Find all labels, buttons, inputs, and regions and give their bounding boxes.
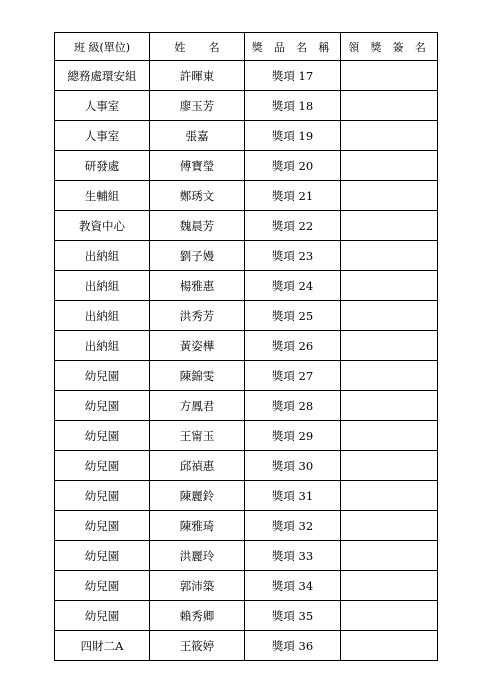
cell-signature[interactable]	[341, 301, 438, 331]
table-row	[55, 181, 438, 211]
table-row	[55, 301, 438, 331]
cell-prize: 獎項 22	[245, 211, 341, 241]
cell-name: 陳雅琦	[150, 511, 245, 541]
table-row	[55, 361, 438, 391]
cell-prize: 獎項 24	[245, 271, 341, 301]
cell-unit: 幼兒園	[55, 391, 150, 421]
table-row	[55, 391, 438, 421]
cell-name: 許暉東	[150, 61, 245, 91]
cell-prize: 獎項 18	[245, 91, 341, 121]
cell-prize: 獎項 26	[245, 331, 341, 361]
cell-unit: 研發處	[55, 151, 150, 181]
header-name	[150, 33, 245, 61]
cell-signature[interactable]	[341, 241, 438, 271]
cell-unit: 出納組	[55, 301, 150, 331]
cell-unit: 四財二A	[55, 631, 150, 661]
cell-name: 王筱婷	[150, 631, 245, 661]
cell-unit: 幼兒園	[55, 601, 150, 631]
cell-signature[interactable]	[341, 511, 438, 541]
cell-name: 鄭琇文	[150, 181, 245, 211]
cell-signature[interactable]	[341, 121, 438, 151]
cell-signature[interactable]	[341, 211, 438, 241]
table-row	[55, 91, 438, 121]
table-row	[55, 61, 438, 91]
cell-unit: 總務處環安組	[55, 61, 150, 91]
header-prize-label: 獎 品 名 稱	[251, 40, 334, 54]
cell-name: 黃姿樺	[150, 331, 245, 361]
cell-prize: 獎項 32	[245, 511, 341, 541]
table-row	[55, 331, 438, 361]
cell-signature[interactable]	[341, 151, 438, 181]
cell-unit: 人事室	[55, 91, 150, 121]
cell-prize: 獎項 19	[245, 121, 341, 151]
cell-prize: 獎項 17	[245, 61, 341, 91]
cell-prize: 獎項 35	[245, 601, 341, 631]
table-row	[55, 631, 438, 661]
cell-unit: 幼兒園	[55, 571, 150, 601]
cell-signature[interactable]	[341, 61, 438, 91]
cell-unit: 幼兒園	[55, 511, 150, 541]
cell-signature[interactable]	[341, 541, 438, 571]
award-table	[54, 32, 438, 661]
cell-signature[interactable]	[341, 331, 438, 361]
cell-name: 陳麗鈴	[150, 481, 245, 511]
table-row	[55, 121, 438, 151]
cell-signature[interactable]	[341, 421, 438, 451]
table-row	[55, 451, 438, 481]
cell-prize: 獎項 33	[245, 541, 341, 571]
cell-name: 劉子嫚	[150, 241, 245, 271]
cell-unit: 人事室	[55, 121, 150, 151]
header-unit	[55, 33, 150, 61]
cell-unit: 教資中心	[55, 211, 150, 241]
cell-name: 魏晨芳	[150, 211, 245, 241]
cell-name: 洪麗玲	[150, 541, 245, 571]
cell-prize: 獎項 21	[245, 181, 341, 211]
cell-name: 郭沛築	[150, 571, 245, 601]
cell-prize: 獎項 34	[245, 571, 341, 601]
cell-name: 張嘉	[150, 121, 245, 151]
cell-signature[interactable]	[341, 601, 438, 631]
cell-signature[interactable]	[341, 91, 438, 121]
header-row	[55, 33, 438, 61]
table-row	[55, 271, 438, 301]
table-body	[55, 61, 438, 661]
cell-prize: 獎項 27	[245, 361, 341, 391]
table-row	[55, 241, 438, 271]
cell-name: 廖玉芳	[150, 91, 245, 121]
header-unit-label: 班 級(單位)	[73, 40, 131, 54]
header-name-label: 姓 名	[174, 40, 230, 54]
cell-prize: 獎項 29	[245, 421, 341, 451]
header-prize	[245, 33, 341, 61]
cell-signature[interactable]	[341, 361, 438, 391]
table-row	[55, 571, 438, 601]
cell-prize: 獎項 30	[245, 451, 341, 481]
cell-unit: 幼兒園	[55, 481, 150, 511]
cell-name: 王甯玉	[150, 421, 245, 451]
cell-unit: 出納組	[55, 241, 150, 271]
table-header	[55, 33, 438, 61]
cell-name: 賴秀卿	[150, 601, 245, 631]
cell-prize: 獎項 23	[245, 241, 341, 271]
table-row	[55, 421, 438, 451]
cell-unit: 出納組	[55, 331, 150, 361]
cell-signature[interactable]	[341, 481, 438, 511]
cell-name: 邱禎惠	[150, 451, 245, 481]
header-signature	[341, 33, 438, 61]
cell-signature[interactable]	[341, 631, 438, 661]
table-row	[55, 151, 438, 181]
cell-prize: 獎項 25	[245, 301, 341, 331]
cell-unit: 生輔組	[55, 181, 150, 211]
cell-signature[interactable]	[341, 451, 438, 481]
cell-unit: 幼兒園	[55, 451, 150, 481]
cell-unit: 幼兒園	[55, 541, 150, 571]
table-row	[55, 541, 438, 571]
cell-signature[interactable]	[341, 391, 438, 421]
cell-signature[interactable]	[341, 271, 438, 301]
cell-signature[interactable]	[341, 181, 438, 211]
cell-signature[interactable]	[341, 571, 438, 601]
cell-name: 陳錦雯	[150, 361, 245, 391]
cell-name: 楊雅惠	[150, 271, 245, 301]
cell-prize: 獎項 36	[245, 631, 341, 661]
cell-name: 洪秀芳	[150, 301, 245, 331]
cell-name: 方鳳君	[150, 391, 245, 421]
header-signature-label: 領 獎 簽 名	[348, 40, 430, 54]
cell-unit: 出納組	[55, 271, 150, 301]
table-row	[55, 511, 438, 541]
cell-unit: 幼兒園	[55, 421, 150, 451]
table-row	[55, 211, 438, 241]
table-row	[55, 481, 438, 511]
cell-name: 傅寶瑩	[150, 151, 245, 181]
cell-prize: 獎項 28	[245, 391, 341, 421]
award-sheet	[54, 32, 437, 661]
cell-prize: 獎項 31	[245, 481, 341, 511]
table-row	[55, 601, 438, 631]
cell-prize: 獎項 20	[245, 151, 341, 181]
cell-unit: 幼兒園	[55, 361, 150, 391]
